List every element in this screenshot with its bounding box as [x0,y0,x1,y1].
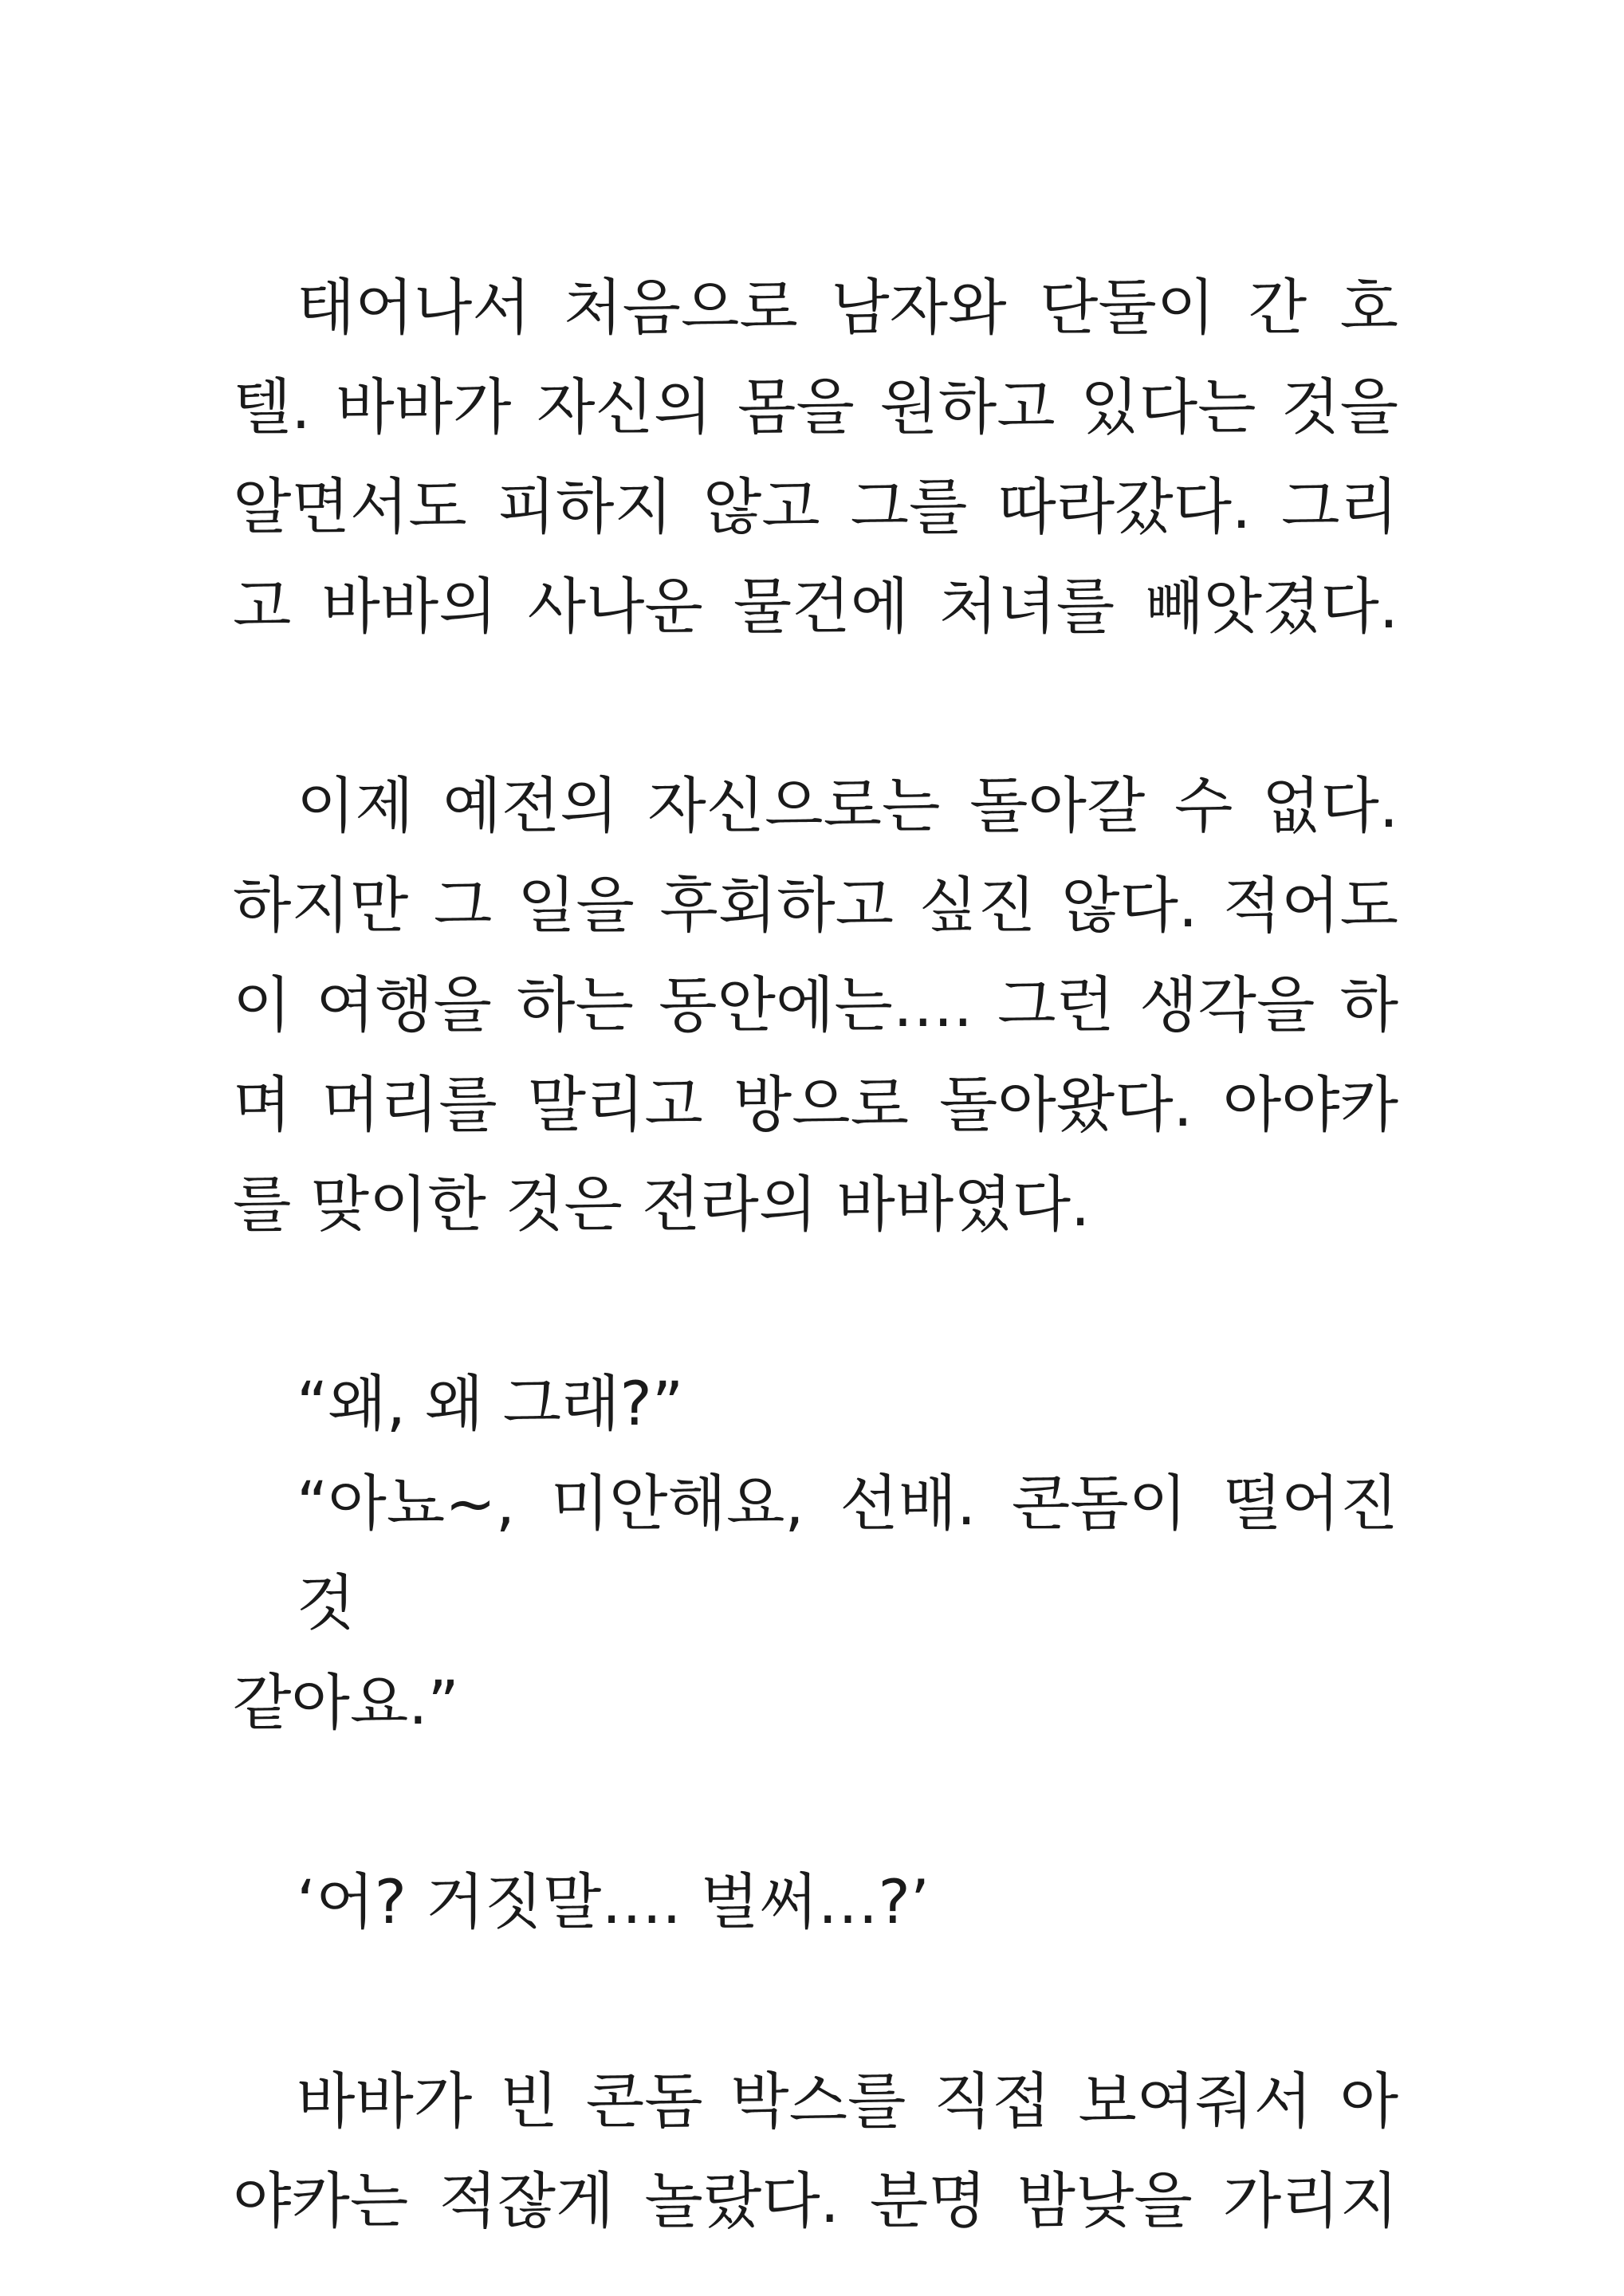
text-line: 하지만 그 일을 후회하고 싶진 않다. 적어도 [233,870,1398,941]
text-line: 같아요.” [233,1667,459,1738]
text-line: 이제 예전의 자신으로는 돌아갈 수 없다. [297,770,1398,841]
text-line: 며 머리를 말리고 방으로 돌아왔다. 아야카 [233,1069,1398,1140]
text-line: ‘어? 거짓말…. 벌써…?’ [297,1866,930,1937]
text-line: 태어나서 처음으로 남자와 단둘이 간 호 [297,272,1398,343]
paragraph-4-thought [233,1852,1398,1952]
text-line: 텔. 바바가 자신의 몸을 원하고 있다는 것을 [233,372,1398,442]
text-line: 고 바바의 사나운 물건에 처녀를 빼앗겼다. [233,571,1398,642]
body-text [233,258,1398,2251]
text-line: “왜, 왜 그래?” [297,1368,684,1439]
paragraph-1 [233,258,1398,656]
text-line: 야카는 적잖게 놀랐다. 분명 밤낮을 가리지 [233,2165,1398,2236]
text-line: 이 여행을 하는 동안에는…. 그런 생각을 하 [233,969,1398,1040]
text-line: 를 맞이한 것은 전라의 바바였다. [233,1169,1091,1240]
paragraph-5 [233,2051,1398,2251]
text-line: “아뇨~, 미안해요, 선배. 콘돔이 떨어진 것 [297,1468,1398,1638]
paragraph-3-dialogue [233,1354,1398,1752]
text-line: 바바가 빈 콘돔 박스를 직접 보여줘서 아 [297,2066,1398,2137]
text-line: 알면서도 피하지 않고 그를 따라갔다. 그리 [233,471,1398,542]
paragraph-2 [233,756,1398,1254]
